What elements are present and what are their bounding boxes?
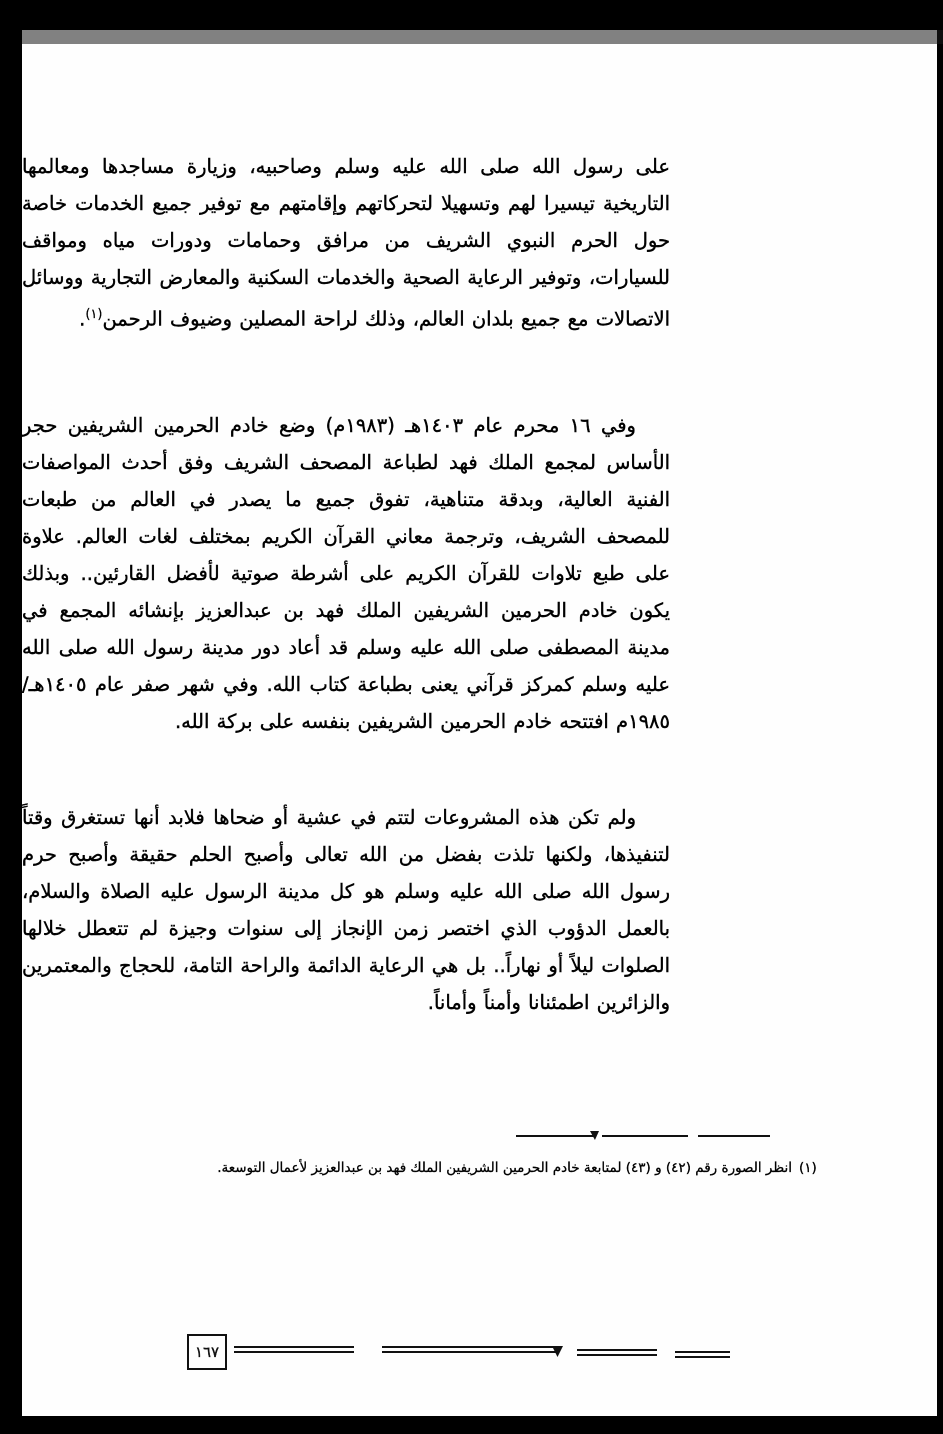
scan-edge-top	[0, 0, 943, 30]
footnote-reference-marker: (١)	[85, 307, 103, 322]
footnote-separator	[192, 1130, 842, 1144]
paragraph-1-text: على رسول الله صلى الله عليه وسلم وصاحبيه، وزيارة مساجدها ومعالمها التاريخية تيسيرا لهم وتسهيلا لتحركاتهم وإقامتهم مع توفير جميع الخدمات خاصة حول الحرم النبوي الشريف من مرافق وحمامات ودورات مياه ومواقف للسيارات، وتوفير الرعاية الصحية والخدمات السكنية والمعارض التجارية ووسائل الاتصالات مع جميع بلدان العالم، وذلك لراحة المصلين وضيوف الرحمن	[22, 155, 670, 331]
scan-edge-bottom	[0, 1416, 943, 1434]
paragraph-3	[22, 799, 670, 1021]
footer-rule-segment	[577, 1349, 657, 1351]
page-number: ١٦٧	[194, 1343, 220, 1361]
page-footer	[182, 1332, 882, 1392]
paragraph-2-text: وفي ١٦ محرم عام ١٤٠٣هـ (١٩٨٣م) وضع خادم الحرمين الشريفين حجر الأساس لمجمع الملك فهد لطباعة المصحف الشريف وفق أحدث المواصفات الفنية العالية، وبدقة متناهية، تفوق جميع ما يصدر في العالم من طبعات للمصحف الشريف، وترجمة معاني القرآن الكريم بمختلف لغات العالم. علاوة على طبع تلاوات للقرآن الكريم على أشرطة صوتية لأفضل القارئين.. وبذلك يكون خادم الحرمين الشريفين الملك فهد بن عبدالعزيز بإنشائه المجمع في مدينة المصطفى صلى الله عليه وسلم قد أعاد دور مدينة رسول الله صلى الله عليه وسلم كمركز قرآني يعنى بطباعة كتاب الله. وفي شهر صفر عام ١٤٠٥هـ/ ١٩٨٥م افتتحه خادم الحرمين الشريفين بنفسه على بركة الله.	[22, 414, 670, 733]
paragraph-3-text: ولم تكن هذه المشروعات لتتم في عشية أو ضحاها فلابد أنها تستغرق وقتاً لتنفيذها، ولكنها تلذت بفضل من الله تعالى وأصبح الحلم حقيقة وأصبح حرم رسول الله صلى الله عليه وسلم هو كل مدينة الرسول عليه الصلاة والسلام، بالعمل الدؤوب الذي اختصر زمن الإنجاز إلى سنوات وجيزة لم تتعطل خلالها الصلوات ليلاً أو نهاراً.. بل هي الرعاية الدائمة والراحة التامة، للحجاج والمعتمرين والزائرين اطمئنانا وأمناً وأماناً.	[22, 806, 670, 1014]
footnote-rule-segment	[698, 1135, 770, 1137]
footer-rule-segment	[234, 1346, 354, 1348]
paragraph-1	[22, 148, 670, 338]
page-number-box	[187, 1334, 227, 1370]
page-sheet	[22, 44, 937, 1416]
footnote-rule-segment	[516, 1135, 594, 1137]
scan-edge-right	[937, 0, 943, 1434]
scan-noise-top	[22, 30, 943, 44]
footnote-text: انظر الصورة رقم (٤٢) و (٤٣) لمتابعة خادم الحرمين الشريفين الملك فهد بن عبدالعزيز لأعمال التوسعة.	[217, 1160, 792, 1176]
footer-rule-segment	[382, 1346, 557, 1348]
paragraph-1-trailing: .	[79, 307, 86, 331]
paragraph-2	[22, 407, 670, 740]
footer-rule-segment	[675, 1351, 730, 1353]
scan-edge-left	[0, 0, 22, 1434]
footnote-marker: (١)	[798, 1160, 817, 1176]
footnote-rule-segment	[602, 1135, 688, 1137]
footnote	[192, 1156, 842, 1181]
